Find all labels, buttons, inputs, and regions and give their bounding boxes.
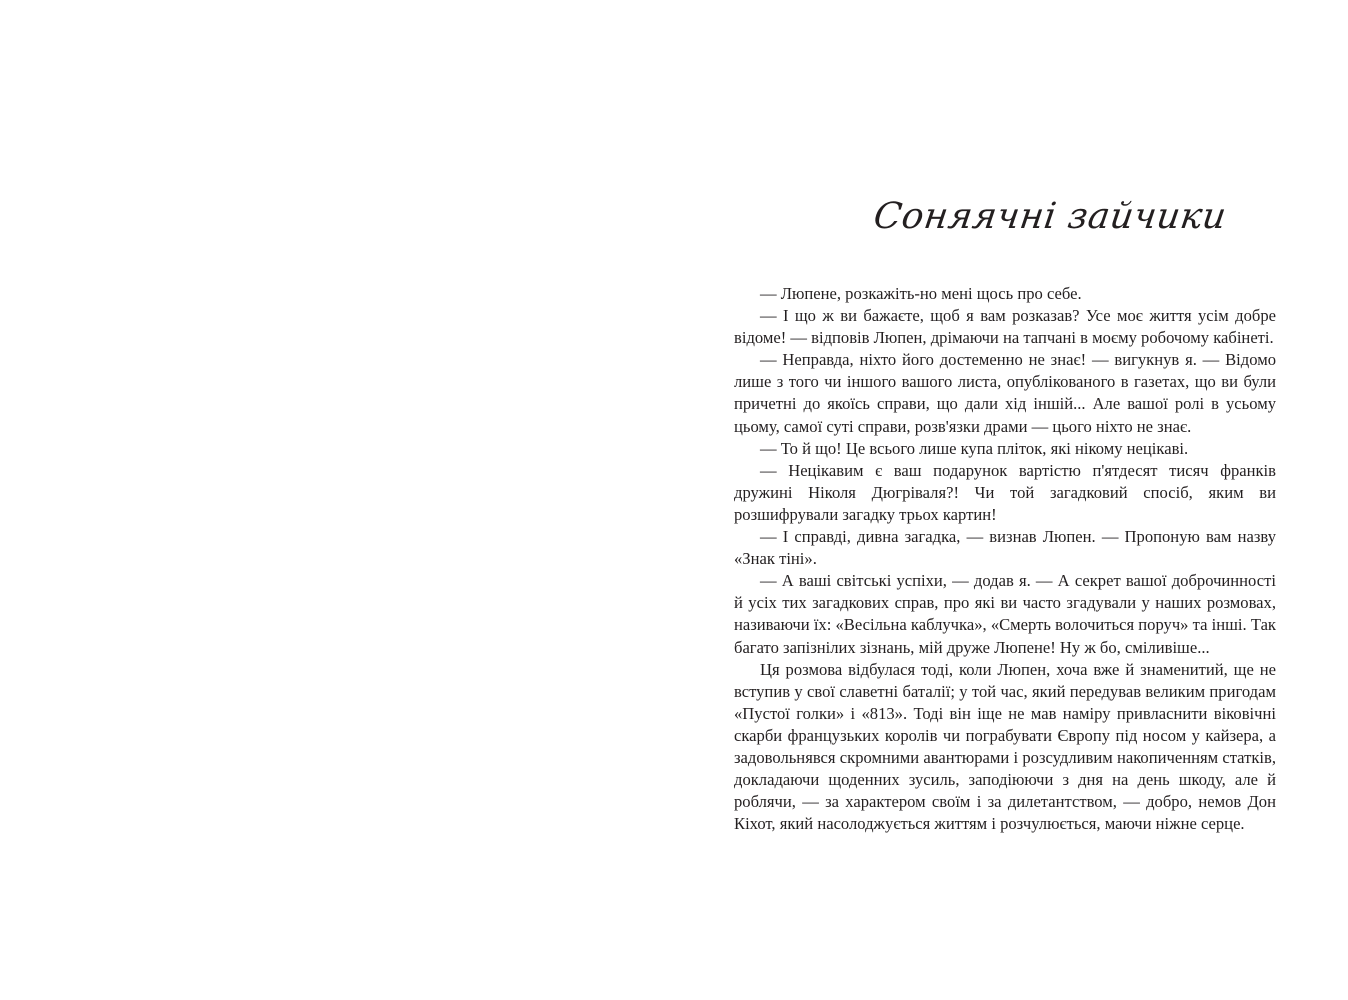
- paragraph: Ця розмова відбулася тоді, коли Люпен, хоча вже й знаменитий, ще не вступив у свої славетні баталії; у той час, який передував великим пригодам «Пустої голки» і «813». Тоді він іще не мав наміру привласнити віковічні скарби французьких королів чи пограбувати Європу під носом у кайзера, а задовольнявся скромними авантюрами і розсудливим накопиченням статків, докладаючи щоденних зусиль, заподіюючи з дня на день шкоду, але й роблячи, — за характером своїм і за дилетантством, — добро, немов Дон Кіхот, який насолоджується життям і розчулюється, маючи ніжне серце.: [734, 659, 1276, 834]
- chapter-title: Соняячні зайчики: [871, 196, 1230, 237]
- paragraph: — Нецікавим є ваш подарунок вартістю п'ятдесят тисяч франків дружині Ніколя Дюгріваля?! Чи той загадковий спосіб, яким ви розшифрували загадку трьох картин!: [734, 460, 1276, 524]
- paragraph: — Люпене, розкажіть-но мені щось про себе.: [760, 284, 1082, 303]
- paragraph: — І справді, дивна загадка, — визнав Люпен. — Пропоную вам назву «Знак тіні».: [734, 527, 1276, 569]
- body-text: [734, 283, 1276, 835]
- paragraph: — Неправда, ніхто його достеменно не знає! — вигукнув я. — Відомо лише з того чи іншого вашого листа, опублікованого в газетах, що ви були причетні до якоїсь справи, що дали хід іншій... Але вашої ролі в усьому цьому, самої суті справи, розв'язки драми — цього ніхто не знає.: [734, 350, 1276, 436]
- paragraph: — І що ж ви бажаєте, щоб я вам розказав? Усе моє життя усім добре відоме! — відповів Люпен, дрімаючи на тапчані в моєму робочому кабінеті.: [734, 306, 1276, 348]
- paragraph: — А ваші світські успіхи, — додав я. — А секрет вашої доброчинності й усіх тих загадкових справ, про які ви часто згадували у наших розмовах, називаючи їх: «Весільна каблучка», «Смерть волочиться поруч» та інші. Так багато запізнілих зізнань, мій друже Люпене! Ну ж бо, сміливіше...: [734, 571, 1276, 657]
- right-page: [674, 0, 1348, 1000]
- paragraph: — То й що! Це всього лише купа пліток, які нікому нецікаві.: [760, 438, 1189, 458]
